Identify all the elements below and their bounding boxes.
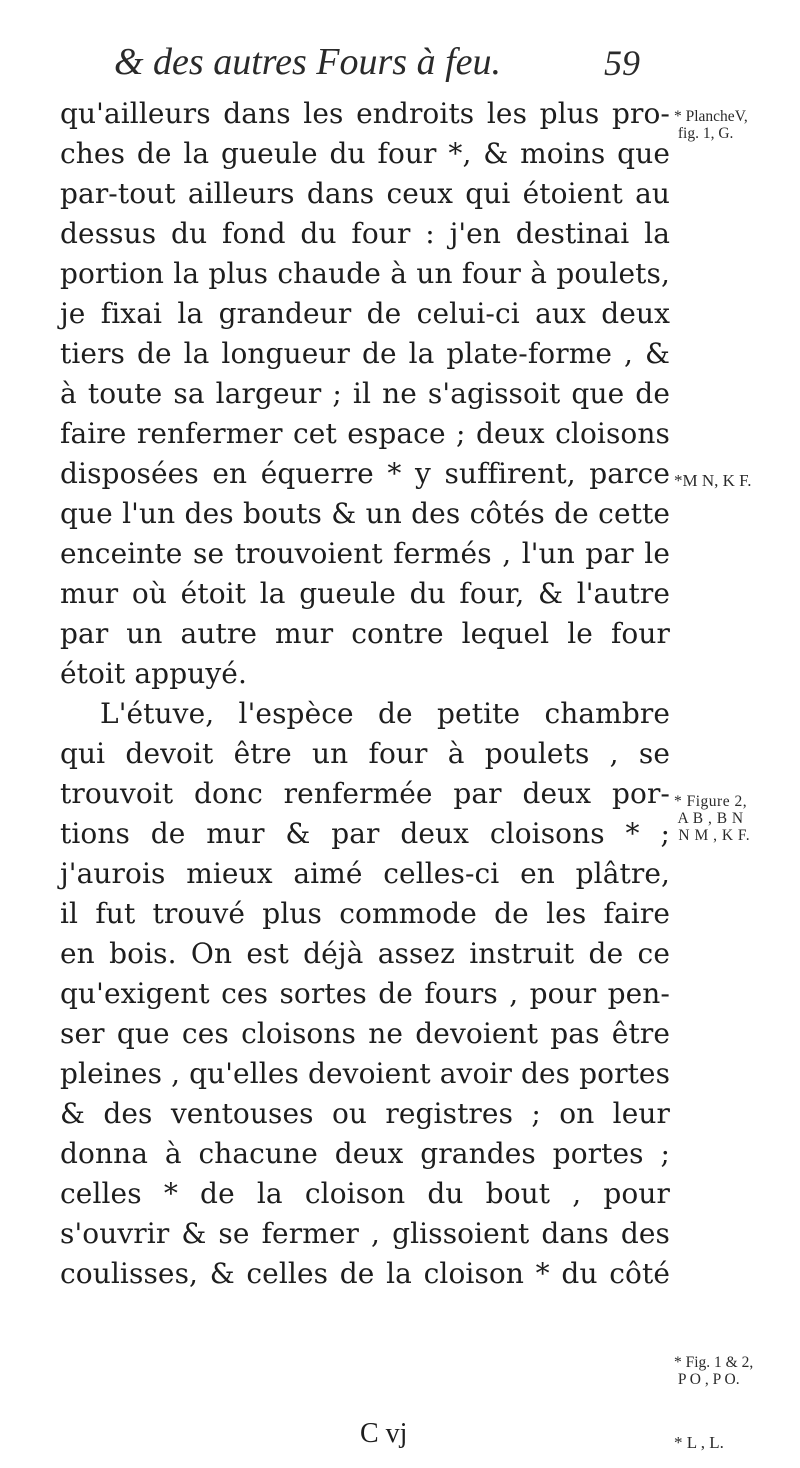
- text-line: qu'exigent ces sortes de fours , pour pen-: [60, 977, 670, 1010]
- text-line: pleines , qu'elles devoient avoir des portes: [60, 1057, 671, 1090]
- text-line: disposées en équerre * y suffirent, parce: [60, 457, 670, 490]
- text-line: & des ventouses ou registres ; on leur: [60, 1097, 670, 1130]
- text-line: tions de mur & par deux cloisons * ;: [60, 817, 670, 850]
- text-line: que l'un des bouts & un des côtés de cette: [60, 497, 670, 530]
- text-line: qui devoit être un four à poulets , se: [60, 737, 670, 770]
- signature-mark: C vj: [360, 1418, 408, 1449]
- text-line: coulisses, & celles de la cloison * du côté: [60, 1257, 670, 1290]
- text-line: portion la plus chaude à un four à poulets,: [60, 257, 670, 290]
- text-line: L'étuve, l'espèce de petite chambre: [100, 697, 670, 730]
- text-line: à toute sa largeur ; il ne s'agissoit que de: [60, 377, 670, 410]
- text-line: mur où étoit la gueule du four, & l'autre: [60, 577, 670, 610]
- text-line: faire renfermer cet espace ; deux cloisons: [60, 417, 670, 450]
- text-line: s'ouvrir & se fermer , glissoient dans des: [60, 1217, 670, 1250]
- text-line: en bois. On est déjà assez instruit de ce: [60, 937, 670, 970]
- text-line: dessus du fond du four : j'en destinai la: [60, 217, 670, 250]
- text-line: par un autre mur contre lequel le four: [60, 617, 670, 650]
- text-line: qu'ailleurs dans les endroits les plus pro-: [60, 97, 670, 130]
- text-line: donna à chacune deux grandes portes ;: [60, 1137, 670, 1170]
- text-line: ches de la gueule du four *, & moins que: [60, 137, 670, 170]
- text-line: il fut trouvé plus commode de les faire: [60, 897, 670, 930]
- page-number: 59: [604, 43, 640, 83]
- running-title: & des autres Fours à feu.: [114, 41, 502, 83]
- page-header: [100, 40, 640, 92]
- margin-note: *M N, K F.: [674, 471, 752, 490]
- text-line: j'aurois mieux aimé celles-ci en plâtre,: [60, 857, 670, 890]
- text-line: trouvoit donc renfermée par deux por-: [60, 777, 670, 810]
- margin-note: * L , L.: [674, 1433, 724, 1452]
- margin-note: * Fig. 1 & 2, P O , P O.: [674, 1354, 754, 1388]
- text-line: étoit appuyé.: [60, 657, 247, 690]
- text-line: ser que ces cloisons ne devoient pas être: [60, 1017, 670, 1050]
- text-line: je fixai la grandeur de celui-ci aux deux: [60, 297, 670, 330]
- text-line: enceinte se trouvoient fermés , l'un par le: [60, 537, 670, 570]
- margin-note: * Figure 2, A B , B N N M , K F.: [674, 793, 751, 844]
- margin-note: * PlancheV, fig. 1, G.: [674, 108, 748, 142]
- body-text: [60, 94, 670, 1294]
- text-line: celles * de la cloison du bout , pour: [60, 1177, 670, 1210]
- text-line: par-tout ailleurs dans ceux qui étoient au: [60, 177, 670, 210]
- text-line: tiers de la longueur de la plate-forme , &: [60, 337, 670, 370]
